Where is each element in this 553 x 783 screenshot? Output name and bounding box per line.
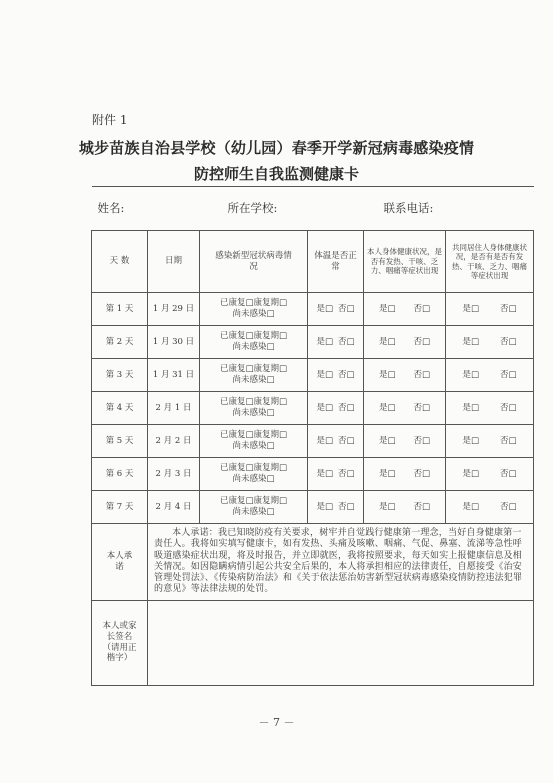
yes-checkbox[interactable]: 是□ <box>378 501 396 512</box>
yes-checkbox[interactable]: 是□ <box>316 369 334 380</box>
day-cell: 第 7 天 <box>92 491 148 524</box>
yes-checkbox[interactable]: 是□ <box>462 369 480 380</box>
day-cell: 第 3 天 <box>92 359 148 392</box>
no-checkbox[interactable]: 否□ <box>337 435 355 446</box>
table-row <box>92 392 534 425</box>
date-cell: 1 月 30 日 <box>148 326 200 359</box>
date-cell: 2 月 2 日 <box>148 425 200 458</box>
info-row <box>92 187 534 231</box>
date-cell: 1 月 29 日 <box>148 293 200 326</box>
date-cell: 2 月 1 日 <box>148 392 200 425</box>
no-checkbox[interactable]: 否□ <box>499 303 517 314</box>
cohabitant-health-cell[interactable] <box>446 425 534 458</box>
self-health-cell[interactable] <box>364 458 446 491</box>
infection-status-cell[interactable] <box>200 491 308 524</box>
no-checkbox[interactable]: 否□ <box>413 468 431 479</box>
infection-status-cell[interactable] <box>200 458 308 491</box>
yes-checkbox[interactable]: 是□ <box>316 501 334 512</box>
attachment-label: 附件 1 <box>92 113 128 127</box>
yes-checkbox[interactable]: 是□ <box>316 402 334 413</box>
status-line-2: 尚未感染□ <box>232 408 275 418</box>
status-line-1: 已康复□康复期□ <box>219 430 288 441</box>
promise-row <box>92 524 534 601</box>
status-line-2: 尚未感染□ <box>232 309 275 319</box>
header-day: 天 数 <box>92 231 148 293</box>
no-checkbox[interactable]: 否□ <box>499 369 517 380</box>
promise-text: 本人承诺：我已知晓防疫有关要求，树牢并自觉践行健康第一理念，当好自身健康第一责任人。我将如实填写健康卡，如有发热、头痛及咳嗽、咽痛、气促、鼻塞、流涕等急性呼吸道感染症状出现，将及时报告，并立即就医，我将按照要求，每天如实上报健康信息及相关情况。如因隐瞒病情引起公共安全后果的，本人将承担相应的法律责任，自愿接受《治安管理处罚法》、《传染病防治法》和《关于依法惩治妨害新型冠状病毒感染疫情防控违法犯罪的意见》等法律法规的处罚。 <box>148 524 534 601</box>
title-line-1: 城步苗族自治县学校（幼儿园）春季开学新冠病毒感染疫情 <box>78 139 475 157</box>
infection-status-cell[interactable] <box>200 425 308 458</box>
yes-checkbox[interactable]: 是□ <box>462 336 480 347</box>
day-cell: 第 2 天 <box>92 326 148 359</box>
status-line-2: 尚未感染□ <box>232 507 275 517</box>
table-row <box>92 458 534 491</box>
cohabitant-health-cell[interactable] <box>446 392 534 425</box>
yes-checkbox[interactable]: 是□ <box>316 336 334 347</box>
table-row <box>92 425 534 458</box>
self-health-cell[interactable] <box>364 425 446 458</box>
cohabitant-health-cell[interactable] <box>446 326 534 359</box>
day-cell: 第 6 天 <box>92 458 148 491</box>
status-line-1: 已康复□康复期□ <box>219 364 288 375</box>
day-cell: 第 5 天 <box>92 425 148 458</box>
self-health-cell[interactable] <box>364 326 446 359</box>
temp-cell[interactable] <box>308 491 364 524</box>
infection-status-cell[interactable] <box>200 293 308 326</box>
day-cell: 第 1 天 <box>92 293 148 326</box>
name-field[interactable]: 姓名: <box>92 187 200 231</box>
yes-checkbox[interactable]: 是□ <box>378 336 396 347</box>
temp-cell[interactable] <box>308 293 364 326</box>
cohabitant-health-cell[interactable] <box>446 458 534 491</box>
date-cell: 2 月 4 日 <box>148 491 200 524</box>
infection-status-cell[interactable] <box>200 392 308 425</box>
table-row <box>92 326 534 359</box>
status-line-1: 已康复□康复期□ <box>219 463 288 474</box>
no-checkbox[interactable]: 否□ <box>413 369 431 380</box>
self-health-cell[interactable] <box>364 491 446 524</box>
yes-checkbox[interactable]: 是□ <box>316 303 334 314</box>
no-checkbox[interactable]: 否□ <box>499 501 517 512</box>
status-line-1: 已康复□康复期□ <box>219 496 288 507</box>
no-checkbox[interactable]: 否□ <box>413 303 431 314</box>
header-status: 感染新型冠状病毒情况 <box>200 231 308 293</box>
self-health-cell[interactable] <box>364 359 446 392</box>
yes-checkbox[interactable]: 是□ <box>378 435 396 446</box>
signature-field[interactable] <box>148 600 534 685</box>
date-cell: 2 月 3 日 <box>148 458 200 491</box>
self-health-cell[interactable] <box>364 392 446 425</box>
yes-checkbox[interactable]: 是□ <box>316 435 334 446</box>
no-checkbox[interactable]: 否□ <box>337 402 355 413</box>
header-temp: 体温是否正常 <box>308 231 364 293</box>
no-checkbox[interactable]: 否□ <box>337 369 355 380</box>
no-checkbox[interactable]: 否□ <box>337 501 355 512</box>
signature-row <box>92 600 534 685</box>
yes-checkbox[interactable]: 是□ <box>378 303 396 314</box>
no-checkbox[interactable]: 否□ <box>499 402 517 413</box>
temp-cell[interactable] <box>308 359 364 392</box>
title-line-2: 防控师生自我监测健康卡 <box>193 165 359 183</box>
header-row <box>92 231 534 293</box>
no-checkbox[interactable]: 否□ <box>337 468 355 479</box>
temp-cell[interactable] <box>308 425 364 458</box>
temp-cell[interactable] <box>308 392 364 425</box>
signature-label: 本人或家长签名（请用正楷字） <box>92 600 148 685</box>
status-line-1: 已康复□康复期□ <box>219 397 288 408</box>
health-card-table <box>91 186 534 686</box>
cohabitant-health-cell[interactable] <box>446 293 534 326</box>
school-field[interactable]: 所在学校: <box>200 187 364 231</box>
day-cell: 第 4 天 <box>92 392 148 425</box>
phone-field[interactable]: 联系电话: <box>364 187 534 231</box>
no-checkbox[interactable]: 否□ <box>499 468 517 479</box>
yes-checkbox[interactable]: 是□ <box>462 468 480 479</box>
date-cell: 1 月 31 日 <box>148 359 200 392</box>
page-number: － 7 － <box>258 716 295 729</box>
header-date: 日期 <box>148 231 200 293</box>
no-checkbox[interactable]: 否□ <box>413 501 431 512</box>
cohabitant-health-cell[interactable] <box>446 359 534 392</box>
table-row <box>92 359 534 392</box>
status-line-2: 尚未感染□ <box>232 474 275 484</box>
cohabitant-health-cell[interactable] <box>446 491 534 524</box>
no-checkbox[interactable]: 否□ <box>413 402 431 413</box>
promise-label: 本人承诺 <box>92 524 148 601</box>
yes-checkbox[interactable]: 是□ <box>378 402 396 413</box>
no-checkbox[interactable]: 否□ <box>499 336 517 347</box>
yes-checkbox[interactable]: 是□ <box>462 435 480 446</box>
status-line-2: 尚未感染□ <box>232 441 275 451</box>
status-line-2: 尚未感染□ <box>232 342 275 352</box>
no-checkbox[interactable]: 否□ <box>337 303 355 314</box>
yes-checkbox[interactable]: 是□ <box>378 468 396 479</box>
yes-checkbox[interactable]: 是□ <box>316 468 334 479</box>
status-line-1: 已康复□康复期□ <box>219 298 288 309</box>
self-health-cell[interactable] <box>364 293 446 326</box>
status-line-1: 已康复□康复期□ <box>219 331 288 342</box>
header-cohabitant-health: 共同居住人身体健康状况，是否有是否有发热、干咳、乏力、咽痛等症状出现 <box>446 231 534 293</box>
no-checkbox[interactable]: 否□ <box>413 336 431 347</box>
yes-checkbox[interactable]: 是□ <box>462 303 480 314</box>
status-line-2: 尚未感染□ <box>232 375 275 385</box>
no-checkbox[interactable]: 否□ <box>337 336 355 347</box>
table-row <box>92 491 534 524</box>
header-self-health: 本人身体健康状况，是否有发热、干咳、乏力、咽痛等症状出现 <box>364 231 446 293</box>
temp-cell[interactable] <box>308 458 364 491</box>
no-checkbox[interactable]: 否□ <box>413 435 431 446</box>
yes-checkbox[interactable]: 是□ <box>462 402 480 413</box>
infection-status-cell[interactable] <box>200 326 308 359</box>
infection-status-cell[interactable] <box>200 359 308 392</box>
table-row <box>92 293 534 326</box>
yes-checkbox[interactable]: 是□ <box>462 501 480 512</box>
no-checkbox[interactable]: 否□ <box>499 435 517 446</box>
yes-checkbox[interactable]: 是□ <box>378 369 396 380</box>
temp-cell[interactable] <box>308 326 364 359</box>
